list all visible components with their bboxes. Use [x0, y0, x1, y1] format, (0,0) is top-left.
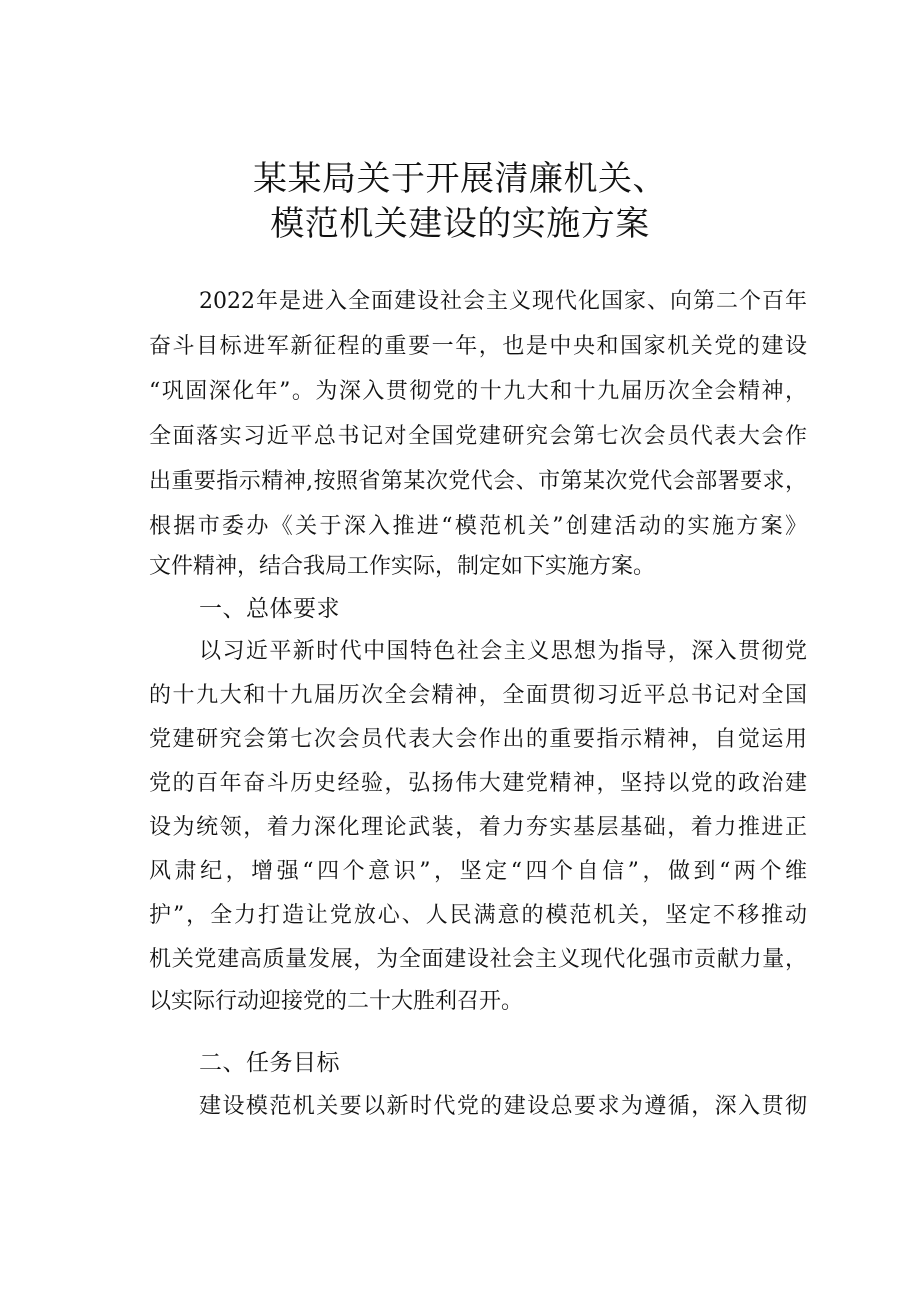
section-1-line: 风肃纪，增强“四个意识”，坚定“四个自信”，做到“两个维 [149, 859, 807, 884]
intro-line: 2022年是进入全面建设社会主义现代化国家、向第二个百年 [199, 289, 807, 314]
section-1-heading: 一、总体要求 [199, 596, 340, 622]
intro-line: 出重要指示精神,按照省第某次党代会、市第某次党代会部署要求， [149, 469, 807, 494]
section-1-line: 护”，全力打造让党放心、人民满意的模范机关，坚定不移推动 [149, 903, 807, 928]
section-1-line: 以习近平新时代中国特色社会主义思想为指导，深入贯彻党 [199, 639, 807, 664]
section-2-line: 建设模范机关要以新时代党的建设总要求为遵循，深入贯彻 [199, 1094, 807, 1119]
section-2-heading: 二、任务目标 [199, 1050, 340, 1076]
intro-line: 根据市委办《关于深入推进“模范机关”创建活动的实施方案》 [149, 514, 807, 539]
section-1-line: 以实际行动迎接党的二十大胜利召开。 [149, 989, 524, 1014]
section-1-line: 机关党建高质量发展，为全面建设社会主义现代化强市贡献力量， [149, 947, 807, 972]
intro-line: 全面落实习近平总书记对全国党建研究会第七次会员代表大会作 [149, 424, 807, 449]
section-1-line: 的十九大和十九届历次全会精神，全面贯彻习近平总书记对全国 [149, 683, 807, 708]
intro-line: 文件精神，结合我局工作实际，制定如下实施方案。 [149, 554, 656, 579]
section-1-line: 党建研究会第七次会员代表大会作出的重要指示精神，自觉运用 [149, 727, 807, 752]
section-1-line: 设为统领，着力深化理论武装，着力夯实基层基础，着力推进正 [149, 815, 807, 840]
document-title-line-1: 某某局关于开展清廉机关、 [253, 159, 667, 199]
document-title-line-2: 模范机关建设的实施方案 [270, 204, 650, 244]
section-1-line: 党的百年奋斗历史经验，弘扬伟大建党精神，坚持以党的政治建 [149, 771, 807, 796]
intro-line: “巩固深化年”。为深入贯彻党的十九大和十九届历次全会精神， [149, 379, 807, 404]
intro-line: 奋斗目标进军新征程的重要一年，也是中央和国家机关党的建设 [149, 334, 807, 359]
